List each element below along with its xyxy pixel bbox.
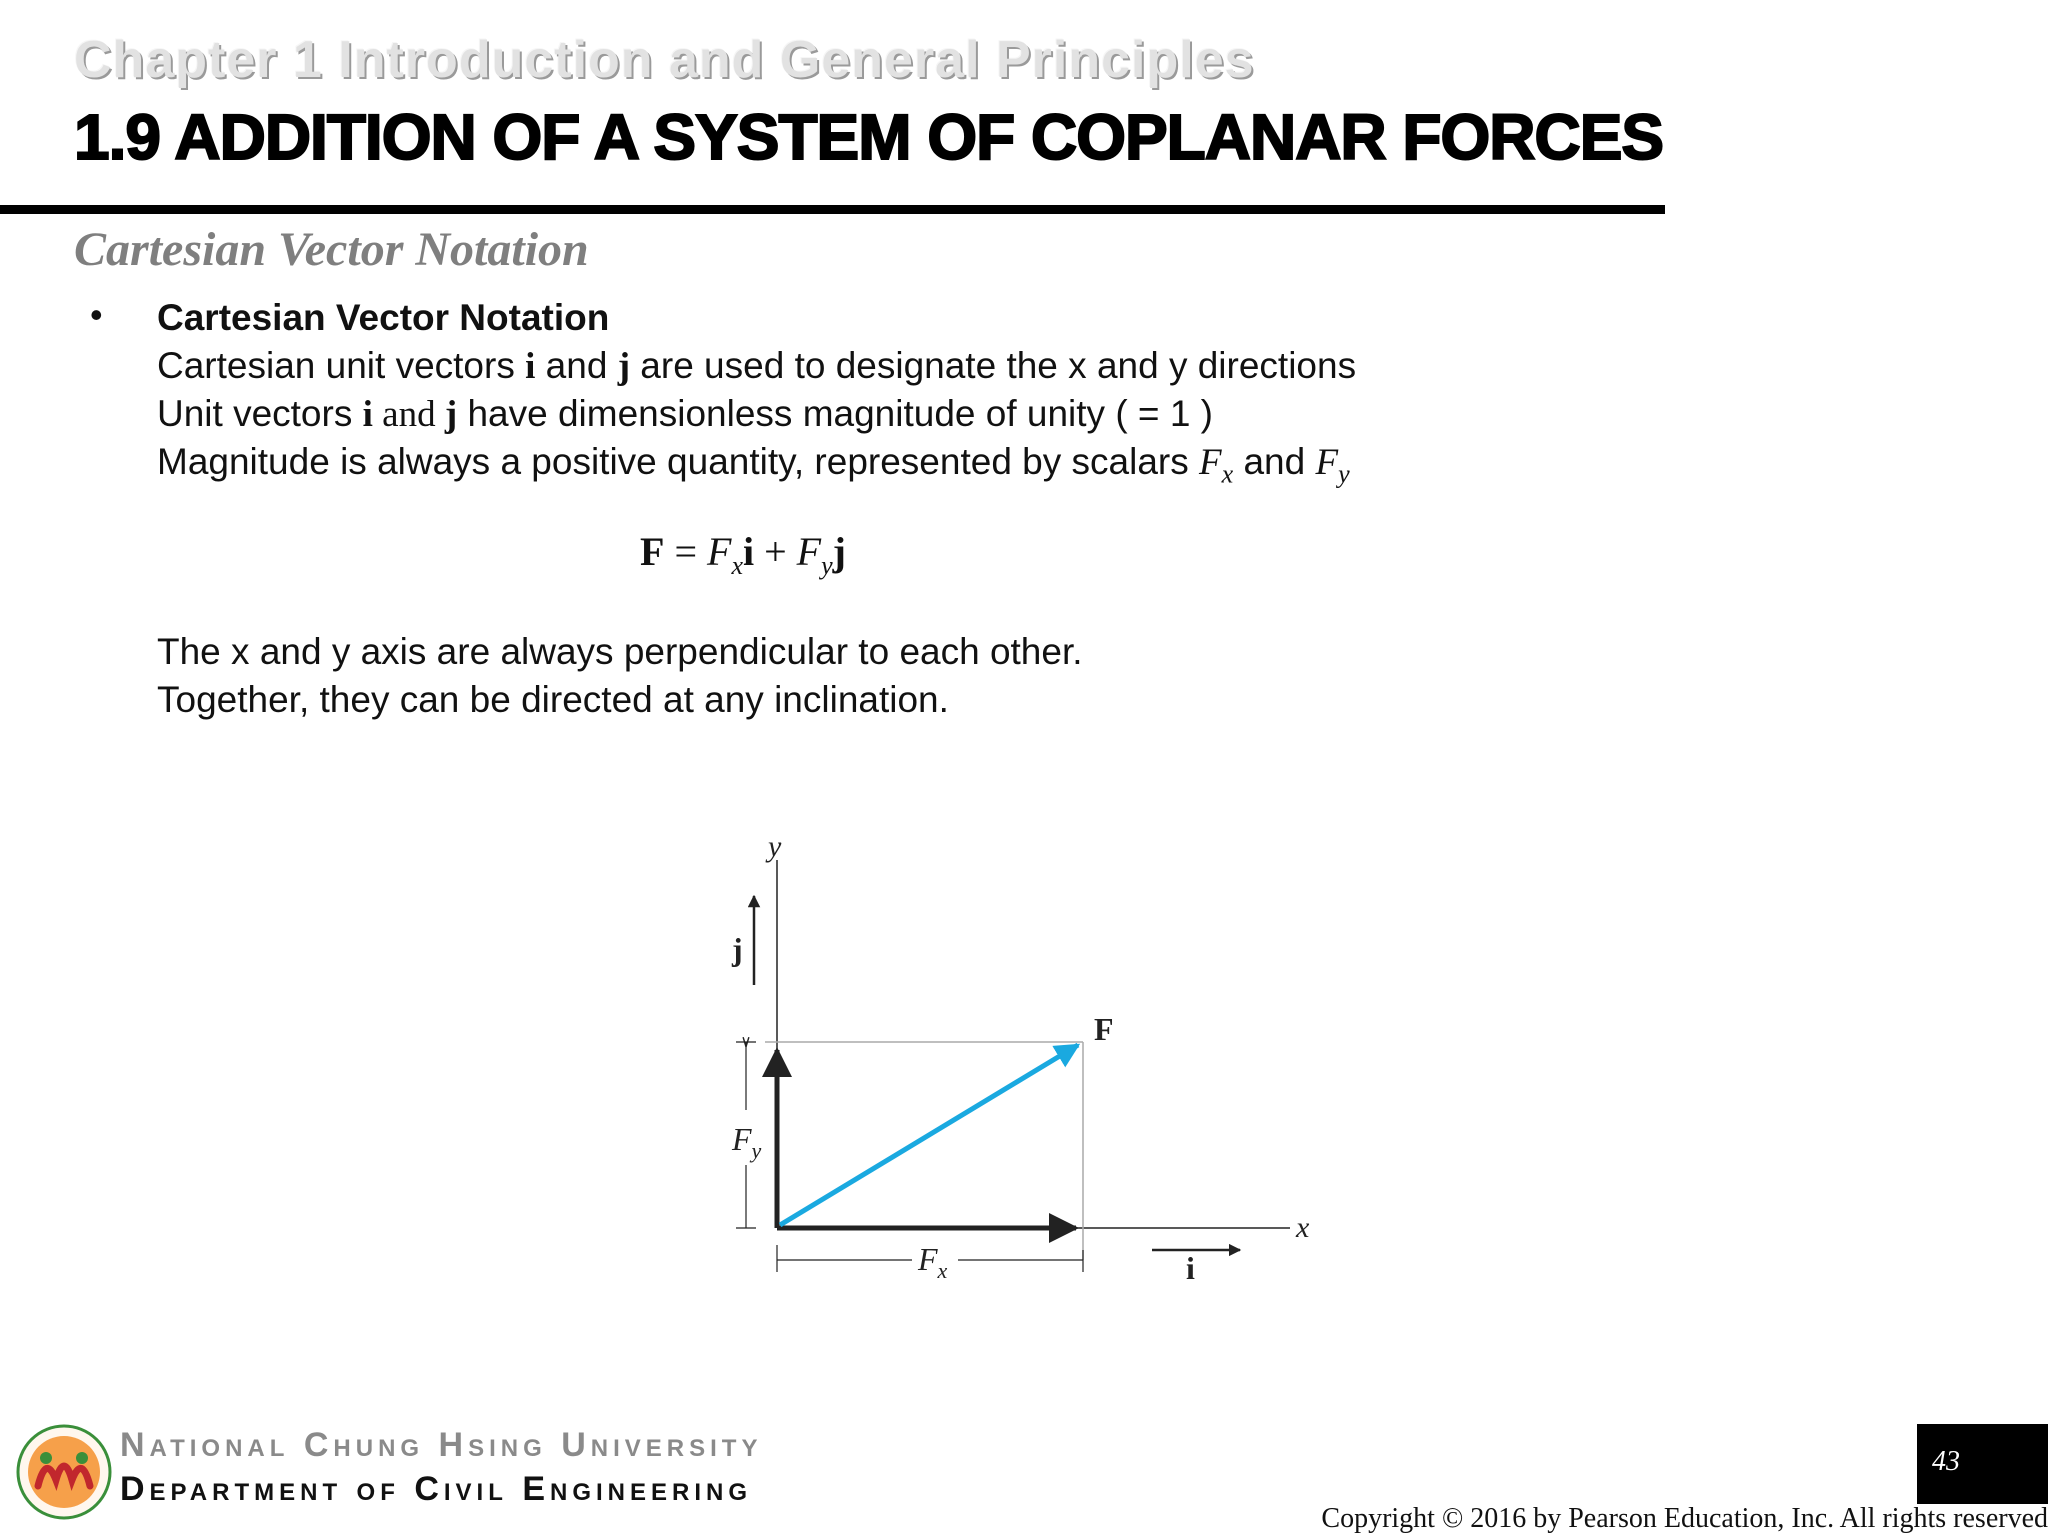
- unit-i-label: i: [1186, 1250, 1195, 1286]
- eq-sub-x: x: [731, 551, 743, 580]
- bullet-heading: Cartesian Vector Notation: [157, 297, 610, 338]
- university-name: National Chung Hsing University: [120, 1426, 763, 1464]
- department-name: Department of Civil Engineering: [120, 1470, 753, 1508]
- eq-equals: =: [664, 529, 707, 574]
- text: Magnitude is always a positive quantity, represented by scalars: [157, 441, 1200, 482]
- eq-i: i: [742, 529, 755, 574]
- copyright-notice: Copyright © 2016 by Pearson Education, Inc. All rights reserved: [1321, 1503, 2048, 1534]
- subscript: y: [1338, 459, 1350, 489]
- chapter-title: Chapter 1 Introduction and General Principles: [74, 31, 1255, 89]
- Fx-label: [917, 1241, 948, 1283]
- unit-vector-j: j: [617, 346, 631, 387]
- eq-Fy: F: [796, 529, 822, 574]
- x-axis-label: x: [1296, 1211, 1310, 1244]
- Fy-label-sub: y: [751, 1138, 762, 1163]
- text: are used to designate the x and y directions: [630, 345, 1357, 386]
- unit-vector-i: i: [525, 346, 536, 387]
- text: have dimensionless magnitude of unity ( = 1 ): [457, 393, 1213, 434]
- unit-j-label: j: [732, 931, 743, 967]
- title-divider: [0, 205, 1665, 214]
- body-line-1: [157, 342, 1356, 391]
- Fy-label: [731, 1121, 762, 1163]
- eq-vector-F: F: [640, 529, 665, 574]
- vector-equation: [640, 528, 846, 581]
- y-axis-label: y: [768, 830, 782, 863]
- Fx-label-sub: x: [937, 1258, 948, 1283]
- slide-subtitle: Cartesian Vector Notation: [74, 223, 589, 276]
- eq-j: j: [832, 529, 846, 574]
- text: and: [372, 394, 445, 435]
- body-line-3: [157, 438, 1350, 498]
- resultant-F-arrow: [780, 1045, 1078, 1225]
- unit-vector-i: i: [362, 394, 373, 435]
- scalar-F: F: [1315, 442, 1339, 483]
- body-line-2: [157, 390, 1213, 439]
- unit-vector-j: j: [444, 394, 458, 435]
- text: Cartesian unit vectors: [157, 345, 526, 386]
- eq-plus: +: [754, 529, 797, 574]
- text: Unit vectors: [157, 393, 363, 434]
- body-line-5: Together, they can be directed at any inclination.: [157, 679, 949, 720]
- resultant-F-label: F: [1094, 1011, 1114, 1047]
- Fx-label-F: F: [918, 1241, 938, 1277]
- text: and: [535, 345, 618, 386]
- university-logo: [16, 1424, 112, 1520]
- eq-Fx: F: [707, 529, 732, 574]
- text: and: [1233, 441, 1316, 482]
- page-number: 43: [1932, 1446, 1960, 1477]
- Fy-label-F: F: [732, 1121, 752, 1157]
- subscript: x: [1221, 459, 1234, 489]
- section-title: 1.9 ADDITION OF A SYSTEM OF COPLANAR FORCES: [74, 101, 1664, 173]
- eq-sub-y: y: [821, 551, 833, 580]
- body-line-4: The x and y axis are always perpendicular to each other.: [157, 631, 1083, 672]
- scalar-F: F: [1199, 442, 1222, 483]
- force-components-diagram: [700, 820, 1340, 1300]
- bullet-marker: •: [90, 294, 103, 335]
